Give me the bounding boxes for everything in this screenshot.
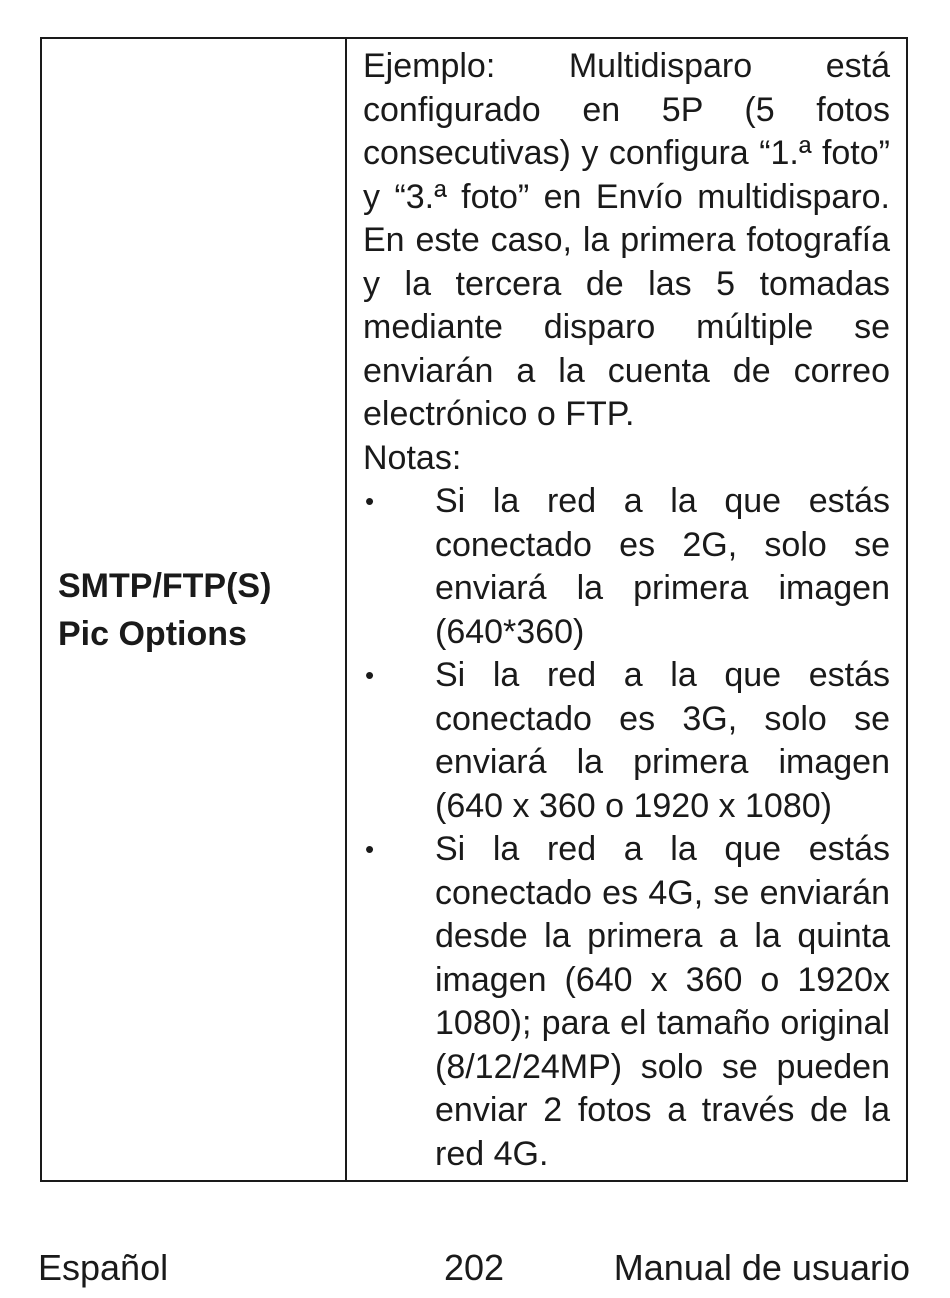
setting-name-line-1: SMTP/FTP(S) <box>58 566 272 605</box>
note-item <box>363 828 890 1176</box>
setting-description-cell <box>347 39 906 1180</box>
note-item <box>363 480 890 654</box>
example-paragraph: Ejemplo: Multidisparo está configurado en 5P (5 fotos consecutivas) y configura “1.ª foto” y “3.ª foto” en Envío multidisparo. En este caso, la primera fotografía y la tercera de las 5 tomadas mediante disparo múltiple se enviarán a la cuenta de correo electrónico o FTP. <box>363 47 890 433</box>
footer-language: Español <box>38 1247 169 1288</box>
setting-name-cell <box>42 39 347 1180</box>
settings-table <box>40 37 908 1182</box>
bullet-icon: • <box>365 486 375 516</box>
note-text-4g: Si la red a la que estás conectado es 4G, se enviarán desde la primera a la quinta imagen (640 x 360 o 1920x 1080); para el tamaño original (8/12/24MP) solo se pueden enviar 2 fotos a través de la red 4G. <box>435 830 890 1173</box>
notes-title: Notas: <box>363 438 462 477</box>
footer-page-number: 202 <box>443 1247 505 1288</box>
setting-name-line-2: Pic Options <box>58 614 247 653</box>
note-text-3g: Si la red a la que estás conectado es 3G, solo se enviará la primera imagen (640 x 360 o 1920 x 1080) <box>435 656 890 825</box>
bullet-icon: • <box>365 834 375 864</box>
note-text-2g: Si la red a la que estás conectado es 2G, solo se enviará la primera imagen (640*360) <box>435 482 890 651</box>
page-footer <box>38 1244 910 1292</box>
bullet-icon: • <box>365 660 375 690</box>
note-item <box>363 654 890 828</box>
footer-manual-title: Manual de usuario <box>613 1247 910 1288</box>
